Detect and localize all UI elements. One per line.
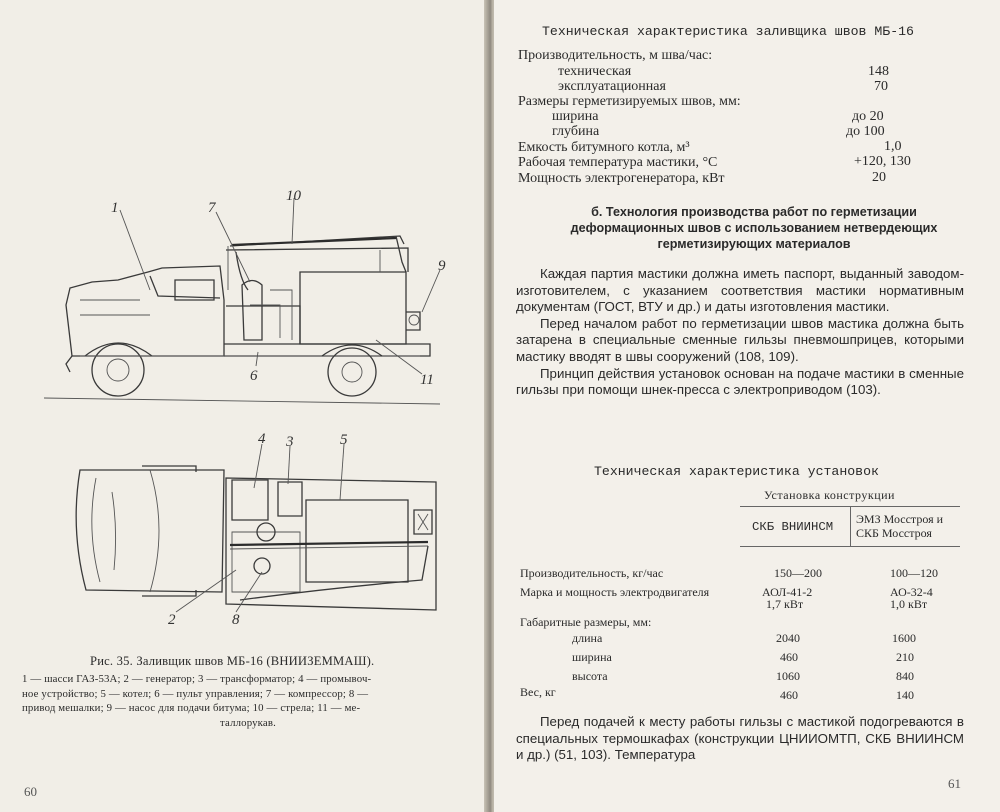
legend-line: ное устройство; 5 — котел; 6 — пульт управления; 7 — компрессор; 8 — — [22, 687, 369, 700]
callout-7: 7 — [208, 200, 216, 216]
left-page — [0, 0, 488, 812]
table-cell: 1,7 кВт — [766, 597, 804, 611]
section-heading-line: герметизирующих материалов — [657, 237, 851, 251]
table-row-label: ширина — [572, 650, 612, 664]
table-row-label: высота — [572, 669, 608, 683]
table-cell: 1,0 кВт — [890, 597, 928, 611]
section-heading-line: б. Технология производства работ по герметизации — [591, 205, 917, 219]
spec-value: до 100 — [846, 124, 885, 139]
table-cell: 1600 — [892, 631, 916, 645]
table-group-header: Установка конструкции — [764, 488, 895, 502]
table-cell: 460 — [780, 650, 798, 664]
table-row-label: Производительность, кг/час — [520, 566, 664, 580]
table-row-label: Вес, кг — [520, 685, 556, 699]
table-cell: 150—200 — [774, 566, 822, 580]
spec-value: 148 — [868, 64, 889, 79]
table-cell: 2040 — [776, 631, 800, 645]
spec-label: Емкость битумного котла, м³ — [518, 140, 690, 155]
closing-paragraph — [516, 714, 964, 764]
spec-value: 70 — [874, 79, 888, 94]
paragraph: Каждая партия мастики должна иметь паспорт, выданный заводом-изготовителем, с указанием соответствия мастики нормативным документам (ГОСТ, ВТУ и др.) и даты изготовления мастики. — [516, 266, 964, 315]
figure-caption: Рис. 35. Заливщик швов МБ-16 (ВНИИЗЕММАШ). — [90, 654, 375, 668]
table-cell: 140 — [896, 688, 914, 702]
table-cell: АОЛ-41-2 — [762, 585, 813, 599]
callout-5: 5 — [340, 432, 348, 448]
spec-label: Размеры герметизируемых швов, мм: — [518, 94, 741, 109]
column-header-line: СКБ Мосстроя — [856, 526, 932, 540]
paragraph: Принцип действия установок основан на подаче мастики в сменные гильзы при помощи шнек-пресса с электроприводом (103). — [516, 365, 964, 398]
table-row-label: Марка и мощность электродвигателя — [520, 585, 710, 599]
callout-8: 8 — [232, 612, 240, 628]
column-header-skb: СКБ ВНИИНСМ — [752, 520, 834, 534]
table-cell: 100—120 — [890, 566, 938, 580]
table-cell: 210 — [896, 650, 914, 664]
table-row-label: Габаритные размеры, мм: — [520, 615, 652, 629]
spec-value: 20 — [872, 170, 886, 185]
legend-line: 1 — шасси ГАЗ-53А; 2 — генератор; 3 — трансформатор; 4 — промывоч- — [22, 673, 372, 685]
page-number-left: 60 — [24, 784, 37, 799]
callout-11: 11 — [420, 372, 434, 388]
table-cell: 1060 — [776, 669, 800, 683]
callout-1: 1 — [111, 200, 119, 216]
callout-3: 3 — [286, 434, 294, 450]
spec-label: техническая — [558, 64, 632, 79]
paragraph: Перед началом работ по герметизации швов мастика должна быть затарена в специальные сменные гильзы пневмошприцев, которыми мастику вводят в швы сооружений (108, 109). — [516, 315, 964, 364]
column-header-line: ЭМЗ Мосстроя и — [856, 512, 944, 526]
page-number-right: 61 — [948, 776, 961, 791]
spec-label: Производительность, м шва/час: — [518, 48, 713, 63]
callout-6: 6 — [250, 368, 258, 384]
spec-label: ширина — [552, 109, 599, 124]
section-heading-line: деформационных швов с использованием нетвердеющих — [570, 221, 938, 235]
table-cell: 840 — [896, 669, 914, 683]
column-header-emz — [856, 512, 943, 540]
specs-table — [494, 0, 1000, 720]
legend-line: привод мешалки; 9 — насос для подачи битума; 10 — стрела; 11 — ме- — [22, 702, 361, 714]
callout-2: 2 — [168, 612, 176, 628]
right-page — [494, 0, 1000, 812]
spec-title: Техническая характеристика заливщика швов МБ-16 — [542, 24, 914, 39]
paragraph: Перед подачей к месту работы гильзы с мастикой подогреваются в специальных термошкафах (конструкции ЦНИИОМТП, СКБ ВНИИНСМ и др.) (51, 103). Температура — [516, 714, 964, 763]
spec-value: +120, 130 — [854, 154, 911, 169]
spec-label: глубина — [552, 124, 600, 139]
spec-value: 1,0 — [884, 139, 902, 154]
table-rule — [740, 546, 960, 547]
table-title: Техническая характеристика установок — [594, 464, 879, 479]
table-rule — [850, 506, 851, 546]
figure-legend — [22, 672, 474, 730]
table-cell: 460 — [780, 688, 798, 702]
callout-9: 9 — [438, 258, 446, 274]
truck-top-view-drawing — [0, 0, 488, 640]
spec-label: Мощность электрогенератора, кВт — [518, 171, 725, 186]
callout-10: 10 — [286, 188, 301, 204]
spec-label: Рабочая температура мастики, °С — [518, 155, 718, 170]
spec-label: эксплуатационная — [558, 79, 666, 94]
legend-line: таллорукав. — [220, 716, 276, 729]
callout-4: 4 — [258, 431, 266, 447]
spec-value: до 20 — [852, 109, 884, 124]
table-row-label: длина — [572, 631, 603, 645]
table-cell: АО-32-4 — [890, 585, 933, 599]
